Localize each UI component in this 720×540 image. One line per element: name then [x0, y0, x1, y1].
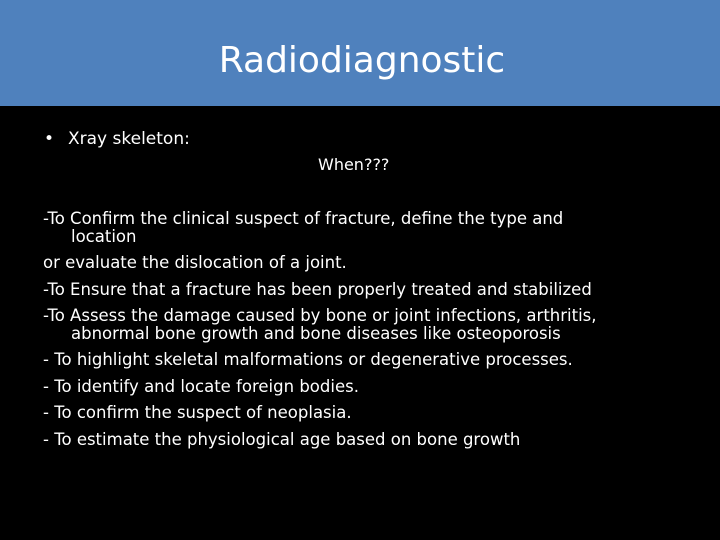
subheading: When???: [318, 155, 390, 174]
body-line: - To highlight skeletal malformations or degenerative processes.: [43, 350, 573, 369]
slide-title: Radiodiagnostic: [218, 40, 506, 81]
body-line: or evaluate the dislocation of a joint.: [43, 253, 347, 272]
body-line: -To Assess the damage caused by bone or joint infections, arthritis,: [43, 306, 597, 325]
body-text: [0, 206, 720, 453]
body-line: - To confirm the suspect of neoplasia.: [43, 403, 352, 422]
body-line: -To Confirm the clinical suspect of fracture, define the type and: [43, 209, 564, 228]
bullet-text: Xray skeleton:: [68, 129, 190, 149]
bullet-marker: •: [44, 129, 55, 149]
body-line: -To Ensure that a fracture has been properly treated and stabilized: [43, 279, 592, 299]
body-line: abnormal bone growth and bone diseases like osteoporosis: [71, 323, 561, 343]
bullet-item: [44, 128, 190, 150]
body-line: - To identify and locate foreign bodies.: [43, 376, 359, 396]
body-line: - To estimate the physiological age based on bone growth: [43, 429, 521, 449]
body-line: location: [71, 226, 137, 246]
